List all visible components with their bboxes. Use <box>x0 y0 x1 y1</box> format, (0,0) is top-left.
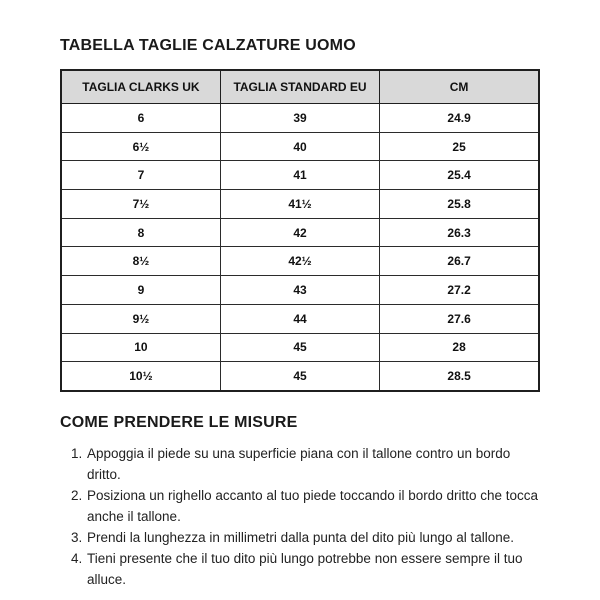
table-row <box>61 276 539 305</box>
table-row <box>61 304 539 333</box>
table-cell: 25.8 <box>380 190 539 219</box>
table-cell: 41½ <box>220 190 379 219</box>
instructions-title: COME PRENDERE LE MISURE <box>60 413 298 431</box>
table-row <box>61 218 539 247</box>
column-header: TAGLIA STANDARD EU <box>220 70 379 104</box>
table-row <box>61 132 539 161</box>
table-cell: 28.5 <box>380 362 539 391</box>
table-cell: 27.6 <box>380 304 539 333</box>
table-cell: 8 <box>61 218 220 247</box>
table-cell: 26.7 <box>380 247 539 276</box>
table-cell: 41 <box>220 161 379 190</box>
table-cell: 25 <box>380 132 539 161</box>
instructions-list <box>60 443 540 590</box>
table-row <box>61 161 539 190</box>
table-cell: 10 <box>61 333 220 362</box>
table-cell: 6 <box>61 104 220 133</box>
table-cell: 28 <box>380 333 539 362</box>
table-cell: 45 <box>220 333 379 362</box>
table-cell: 8½ <box>61 247 220 276</box>
table-cell: 45 <box>220 362 379 391</box>
column-header: CM <box>380 70 539 104</box>
table-cell: 42 <box>220 218 379 247</box>
table-cell: 44 <box>220 304 379 333</box>
table-cell: 7 <box>61 161 220 190</box>
instruction-item: 3. Prendi la lunghezza in millimetri dalla punta del dito più lungo al tallone. <box>86 527 540 548</box>
table-row <box>61 362 539 391</box>
table-cell: 9½ <box>61 304 220 333</box>
table-cell: 10½ <box>61 362 220 391</box>
instruction-item: 1. Appoggia il piede su una superficie piana con il tallone contro un bordo dritto. <box>86 443 540 485</box>
table-cell: 6½ <box>61 132 220 161</box>
table-cell: 26.3 <box>380 218 539 247</box>
table-row <box>61 333 539 362</box>
table-cell: 7½ <box>61 190 220 219</box>
instruction-item: 2. Posiziona un righello accanto al tuo piede toccando il bordo dritto che tocca anche il tallone. <box>86 485 540 527</box>
table-cell: 42½ <box>220 247 379 276</box>
table-row <box>61 104 539 133</box>
instruction-item: 4. Tieni presente che il tuo dito più lungo potrebbe non essere sempre il tuo alluce. <box>86 548 540 590</box>
table-cell: 40 <box>220 132 379 161</box>
table-row <box>61 247 539 276</box>
size-table <box>60 69 540 392</box>
size-table-body <box>61 104 539 391</box>
table-cell: 25.4 <box>380 161 539 190</box>
table-cell: 9 <box>61 276 220 305</box>
column-header: TAGLIA CLARKS UK <box>61 70 220 104</box>
table-cell: 43 <box>220 276 379 305</box>
size-table-header <box>61 70 539 104</box>
table-cell: 39 <box>220 104 379 133</box>
table-row <box>61 190 539 219</box>
size-guide-content <box>60 36 540 590</box>
size-table-header-row <box>61 70 539 104</box>
size-table-title: TABELLA TAGLIE CALZATURE UOMO <box>60 37 356 54</box>
table-cell: 27.2 <box>380 276 539 305</box>
table-cell: 24.9 <box>380 104 539 133</box>
